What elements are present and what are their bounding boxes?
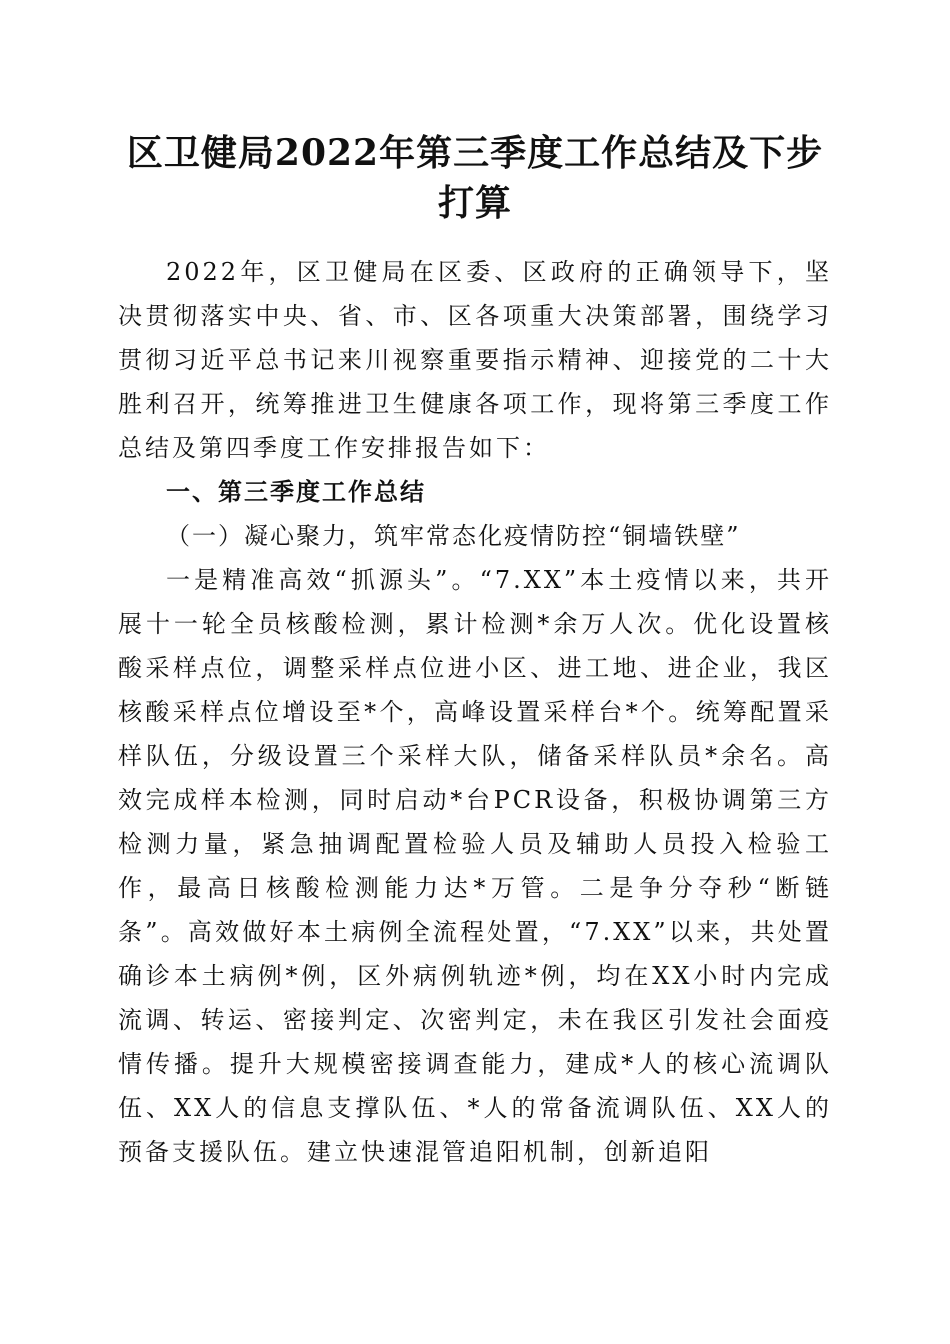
- document-body: [118, 250, 832, 1174]
- section-heading: 一、第三季度工作总结: [166, 478, 426, 506]
- intro-paragraph: 2022年，区卫健局在区委、区政府的正确领导下，坚决贯彻落实中央、省、市、区各项重大决策部署，围绕学习贯彻习近平总书记来川视察重要指示精神、迎接党的二十大胜利召开，统筹推进卫生健康各项工作，现将第三季度工作总结及第四季度工作安排报告如下：: [118, 258, 832, 462]
- body-paragraph: 一是精准高效“抓源头”。“7.XX”本土疫情以来，共开展十一轮全员核酸检测，累计检测*余万人次。优化设置核酸采样点位，调整采样点位进小区、进工地、进企业，我区核酸采样点位增设至*个，高峰设置采样台*个。统筹配置采样队伍，分级设置三个采样大队，储备采样队员*余名。高效完成样本检测，同时启动*台PCR设备，积极协调第三方检测力量，紧急抽调配置检验人员及辅助人员投入检验工作，最高日核酸检测能力达*万管。二是争分夺秒“断链条”。高效做好本土病例全流程处置，“7.XX”以来，共处置确诊本土病例*例，区外病例轨迹*例，均在XX小时内完成流调、转运、密接判定、次密判定，未在我区引发社会面疫情传播。提升大规模密接调查能力，建成*人的核心流调队伍、XX人的信息支撑队伍、*人的常备流调队伍、XX人的预备支援队伍。建立快速混管追阳机制，创新追阳: [118, 566, 832, 1166]
- subsection-heading: （一）凝心聚力，筑牢常态化疫情防控“铜墙铁壁”: [166, 522, 741, 550]
- document-title: 区卫健局2022年第三季度工作总结及下步打算: [126, 132, 824, 224]
